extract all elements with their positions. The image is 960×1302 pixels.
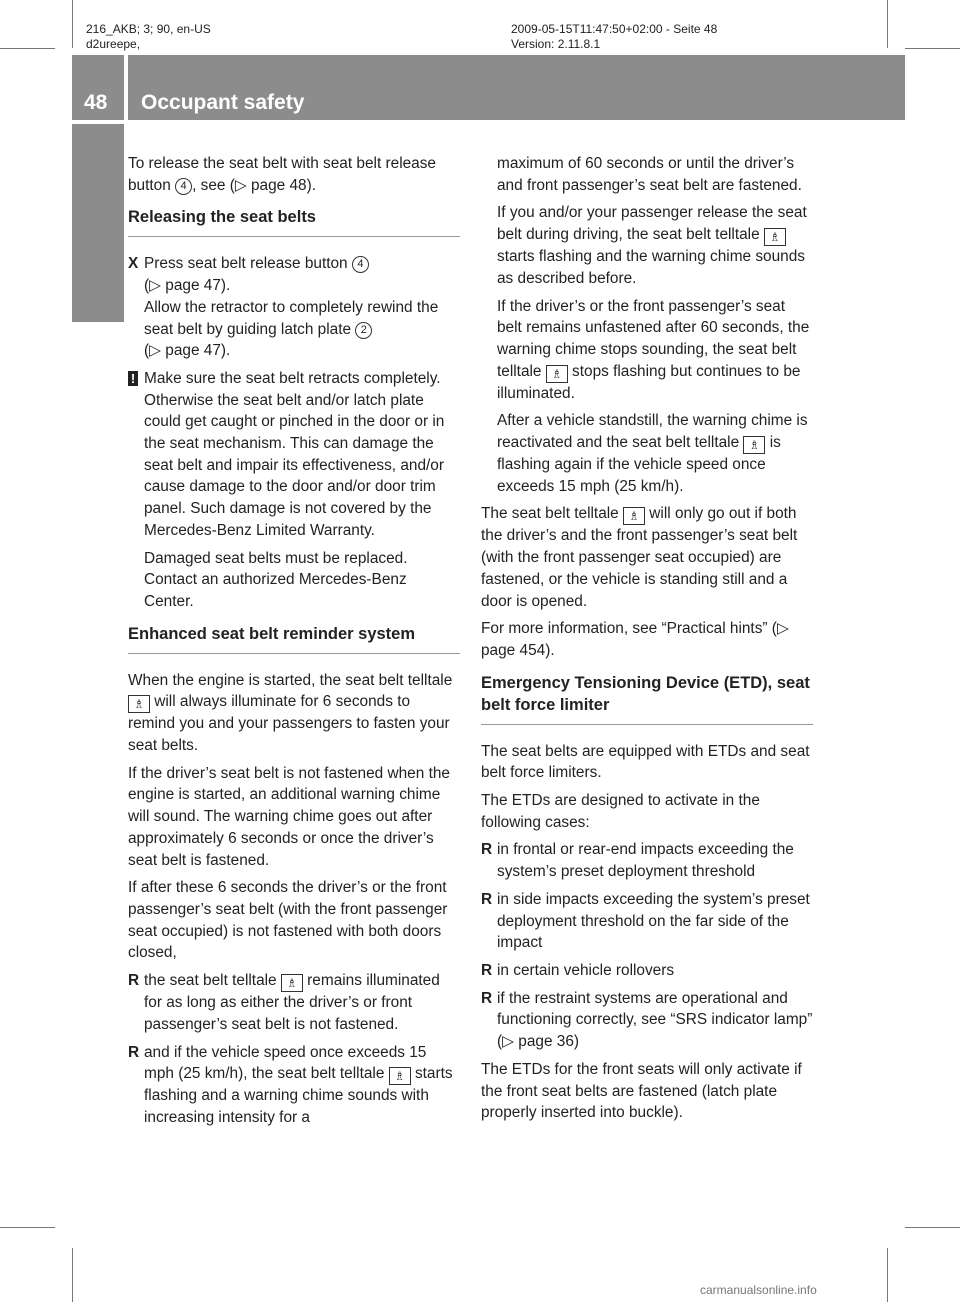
step-marker-icon: X: [128, 255, 139, 273]
chapter-label: Safety and security: [98, 327, 121, 520]
warning-icon: !: [128, 371, 138, 386]
crop-mark: [905, 1227, 960, 1228]
page-number: 48: [84, 91, 108, 114]
seatbelt-telltale-icon: ♗: [623, 507, 645, 525]
paragraph: The seat belts are equipped with ETDs and seat belt force limiters.: [481, 742, 810, 782]
bullet-icon: R: [128, 972, 140, 990]
heading-releasing: Releasing the seat belts: [128, 206, 460, 237]
bullet-icon: R: [481, 961, 493, 979]
list-item: R in frontal or rear-end impacts exceeding the system’s preset deployment threshold: [481, 839, 813, 882]
crop-mark: [0, 48, 55, 49]
paragraph: If after these 6 seconds the driver’s or the front passenger’s seat belt (with the front passenger seat occupied) is not fastened with both doors closed,: [128, 879, 448, 962]
callout-number: 4: [175, 178, 192, 195]
crop-mark: [887, 0, 888, 48]
paragraph: If you and/or your passenger release the seat belt during driving, the seat belt telltale ♗ starts flashing and the warning chime sounds as described before.: [497, 204, 807, 287]
print-meta-left: 216_AKB; 3; 90, en-US d2ureepe,: [86, 22, 211, 51]
list-item: R in side impacts exceeding the system’s preset deployment threshold on the far side of the impact: [481, 889, 813, 954]
instruction-step: X Press seat belt release button 4 (▷ page 47). Allow the retractor to completely rewind the seat belt by guiding latch plate 2 (▷ page 47).: [128, 253, 460, 362]
paragraph: To release the seat belt with seat belt release button 4 , see (▷ page 48).: [128, 155, 436, 194]
callout-number: 4: [352, 256, 369, 273]
page-ref-arrow-icon: ▷: [149, 277, 161, 295]
column-left: [128, 153, 460, 1135]
heading-etd: Emergency Tensioning Device (ETD), seat belt force limiter: [481, 672, 813, 725]
page-ref-arrow-icon: ▷: [502, 1033, 514, 1051]
list-item: R and if the vehicle speed once exceeds 15 mph (25 km/h), the seat belt telltale ♗ starts flashing and a warning chime sounds with increasing intensity for a: [128, 1042, 460, 1129]
paragraph: After a vehicle standstill, the warning chime is reactivated and the seat belt telltale ♗ is flashing again if the vehicle speed once exceeds 15 mph (25 km/h).: [497, 412, 808, 495]
list-item: R the seat belt telltale ♗ remains illuminated for as long as either the driver’s or front passenger’s seat belt is not fastened.: [128, 970, 460, 1035]
section-title: Occupant safety: [141, 91, 305, 114]
paragraph: If the driver’s or the front passenger’s seat belt remains unfastened after 60 seconds, the warning chime stops sounding, the seat belt telltale ♗ stops flashing but continues to be illuminated.: [497, 297, 810, 402]
list-item: R in certain vehicle rollovers: [481, 960, 813, 982]
list-item: R if the restraint systems are operational and functioning correctly, see “SRS indicator lamp” (▷ page 36): [481, 988, 813, 1053]
bullet-icon: R: [481, 890, 493, 908]
crop-mark: [0, 1227, 55, 1228]
bullet-icon: R: [481, 841, 493, 859]
paragraph: maximum of 60 seconds or until the driver’s and front passenger’s seat belt are fastened.: [497, 155, 802, 194]
bullet-icon: R: [128, 1043, 140, 1061]
paragraph: The ETDs are designed to activate in the following cases:: [481, 792, 760, 831]
crop-mark: [905, 48, 960, 49]
watermark: carmanualsonline.info: [700, 1283, 817, 1297]
seatbelt-telltale-icon: ♗: [743, 436, 765, 454]
paragraph: The ETDs for the front seats will only activate if the front seat belts are fastened (latch plate properly inserted into buckle).: [481, 1060, 802, 1122]
paragraph: If the driver’s seat belt is not fastened when the engine is started, an additional warning chime will sound. The warning chime goes out after approximately 6 seconds or once the driver’s seat belt is fastened.: [128, 764, 450, 869]
seatbelt-telltale-icon: ♗: [389, 1067, 411, 1085]
page-ref-arrow-icon: ▷: [234, 176, 247, 194]
page-ref-arrow-icon: ▷: [149, 342, 161, 360]
heading-reminder: Enhanced seat belt reminder system: [128, 623, 460, 654]
seatbelt-telltale-icon: ♗: [764, 228, 786, 246]
bullet-icon: R: [481, 989, 493, 1007]
seatbelt-telltale-icon: ♗: [281, 974, 303, 992]
page-ref-arrow-icon: ▷: [776, 620, 789, 638]
paragraph: For more information, see “Practical hints” (▷ page 454).: [481, 620, 789, 659]
seatbelt-telltale-icon: ♗: [546, 365, 568, 383]
crop-mark: [72, 0, 73, 48]
paragraph: The seat belt telltale ♗ will only go out if both the driver’s and the front passenger’s seat belt (with the front passenger seat occupied) are fastened, or the vehicle is standing still and a door is opened.: [481, 505, 798, 610]
callout-number: 2: [355, 322, 372, 339]
warning-note: ! Make sure the seat belt retracts completely. Otherwise the seat belt and/or latch plate could get caught or pinched in the door or in the seat mechanism. This can damage the seat belt and impair its effectiveness, and/or cause damage to the door and/or door trim panel. Such damage is not covered by the Mercedes-Benz Limited Warranty. Damaged seat belts must be replaced. Contact an authorized Mercedes-Benz Center.: [128, 368, 460, 613]
seatbelt-telltale-icon: ♗: [128, 695, 150, 713]
paragraph: When the engine is started, the seat belt telltale ♗ will always illuminate for 6 seconds to remind you and your passengers to fasten your seat belts.: [128, 671, 453, 755]
column-right: [481, 153, 813, 1130]
print-meta-right: 2009-05-15T11:47:50+02:00 - Seite 48 Version: 2.11.8.1: [511, 22, 718, 51]
crop-mark: [72, 1248, 73, 1302]
crop-mark: [887, 1248, 888, 1302]
